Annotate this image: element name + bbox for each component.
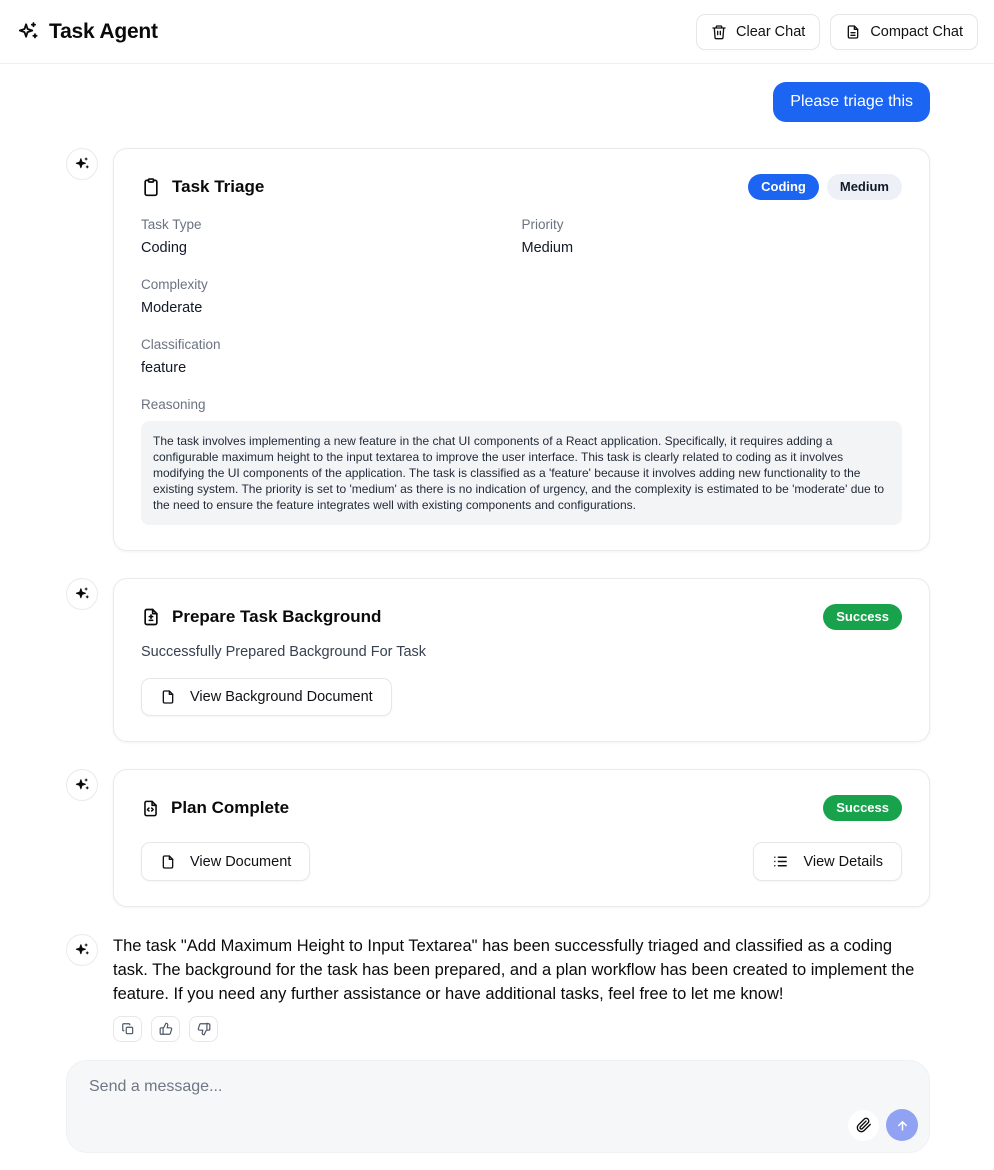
file-icon <box>160 689 176 705</box>
assistant-avatar <box>66 934 98 966</box>
brand <box>16 20 158 44</box>
compact-chat-label: Compact Chat <box>870 23 963 40</box>
prepare-background-title: Prepare Task Background <box>172 607 382 626</box>
field-label: Task Type <box>141 217 202 232</box>
prepare-background-subtitle: Successfully Prepared Background For Task <box>141 644 427 660</box>
message-row-background <box>66 578 930 742</box>
file-diff-icon <box>141 607 161 627</box>
view-background-document-label: View Background Document <box>190 689 373 705</box>
list-icon <box>772 853 789 870</box>
reasoning-label: Reasoning <box>141 397 206 412</box>
field-value: Coding <box>141 240 187 256</box>
clear-chat-button[interactable] <box>696 14 820 50</box>
task-triage-title: Task Triage <box>172 177 265 196</box>
field-label: Priority <box>521 217 564 232</box>
field-complexity <box>141 277 522 316</box>
field-task-type <box>141 217 522 256</box>
file-text-icon <box>845 24 861 40</box>
view-background-document-button[interactable] <box>141 678 392 716</box>
task-triage-card <box>113 148 930 551</box>
field-label: Classification <box>141 337 221 352</box>
app-title: Task Agent <box>49 19 158 43</box>
message-row-plan <box>66 769 930 907</box>
prepare-background-badges <box>823 604 902 630</box>
view-details-label: View Details <box>803 853 883 870</box>
field-classification <box>141 337 522 376</box>
prepare-background-card <box>113 578 930 742</box>
plan-complete-actions <box>141 842 902 881</box>
assistant-avatar <box>66 578 98 610</box>
attach-file-button[interactable] <box>848 1110 879 1141</box>
assistant-avatar <box>66 148 98 180</box>
user-message-bubble: Please triage this <box>773 82 930 122</box>
success-badge: Success <box>823 795 902 821</box>
message-feedback-actions <box>113 1016 930 1042</box>
plan-complete-header <box>141 795 902 821</box>
view-document-label: View Document <box>190 853 292 870</box>
plan-complete-card <box>113 769 930 907</box>
field-priority <box>522 217 903 256</box>
reasoning-text: The task involves implementing a new feature in the chat UI components of a React application. Specifically, it requires adding a configurable maximum height to the input textarea to improve the user interface. This task is clearly related to coding as it involves modifying the UI components of the application. The task is classified as a 'feature' because it involves adding new functionality to the existing system. The priority is set to 'medium' as there is no indication of urgency, and the complexity is estimated to be 'moderate' due to the need to ensure the feature integrates well with existing components and configurations. <box>141 421 902 525</box>
message-row-summary <box>66 934 930 1042</box>
field-value: Moderate <box>141 300 203 316</box>
field-label: Complexity <box>141 277 208 292</box>
composer-actions <box>848 1109 918 1141</box>
plan-complete-badges <box>823 795 902 821</box>
prepare-background-header <box>141 604 902 630</box>
message-row-task-triage <box>66 148 930 551</box>
view-details-button[interactable] <box>753 842 902 881</box>
send-button[interactable] <box>886 1109 918 1141</box>
success-badge: Success <box>823 604 902 630</box>
file-icon <box>160 854 176 870</box>
user-message-row <box>66 82 930 122</box>
field-value: Medium <box>521 240 574 256</box>
assistant-avatar <box>66 769 98 801</box>
plan-complete-title: Plan Complete <box>171 798 290 817</box>
coding-badge: Coding <box>748 174 819 200</box>
clipboard-icon <box>141 177 161 197</box>
header-actions <box>696 14 978 50</box>
message-input[interactable] <box>67 1061 929 1152</box>
thumbs-up-button[interactable] <box>151 1016 180 1042</box>
task-triage-badges <box>748 174 902 200</box>
view-document-button[interactable] <box>141 842 310 881</box>
compact-chat-button[interactable] <box>830 14 978 50</box>
composer <box>0 1060 994 1170</box>
thumbs-down-button[interactable] <box>189 1016 218 1042</box>
medium-badge: Medium <box>827 174 902 200</box>
app-header <box>0 0 994 64</box>
copy-button[interactable] <box>113 1016 142 1042</box>
field-value: feature <box>141 360 187 376</box>
sparkles-icon <box>16 20 39 43</box>
composer-box <box>66 1060 930 1153</box>
assistant-message-text: The task "Add Maximum Height to Input Textarea" has been successfully triaged and classified as a coding task. The background for the task has been prepared, and a plan workflow has been created to implement the feature. If you need any further assistance or have additional tasks, feel free to let me know! <box>113 937 915 1003</box>
trash-icon <box>711 24 727 40</box>
assistant-message <box>113 934 930 1042</box>
task-triage-card-header <box>141 174 902 200</box>
task-triage-fields <box>141 217 902 376</box>
clear-chat-label: Clear Chat <box>736 23 806 40</box>
chat-area <box>0 64 994 1060</box>
file-code-icon <box>141 799 160 818</box>
